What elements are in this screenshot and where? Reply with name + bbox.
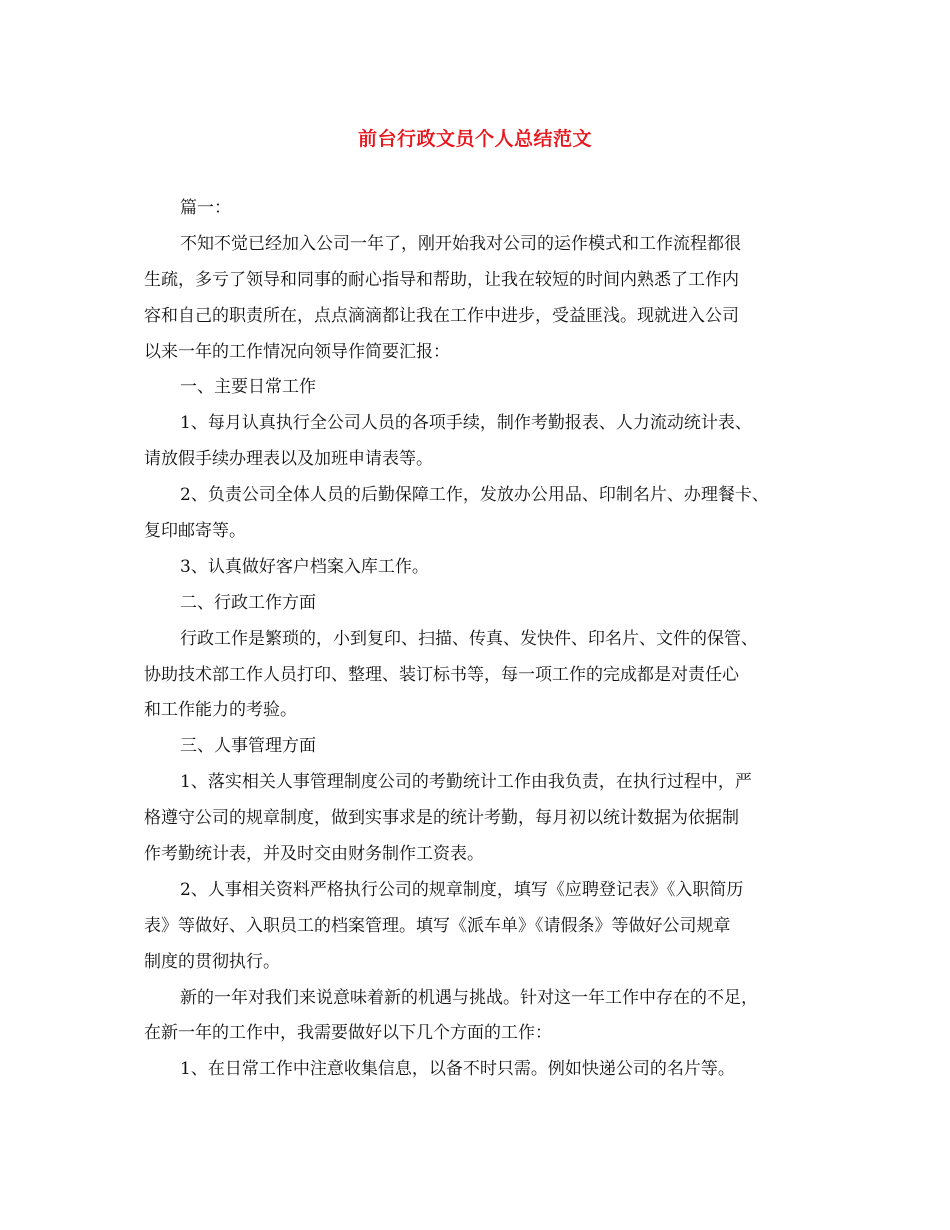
body-line: 请放假手续办理表以及加班申请表等。 (144, 449, 433, 470)
body-line: 行政工作是繁琐的，小到复印、扫描、传真、发快件、印名片、文件的保管、 (180, 628, 758, 649)
body-line: 1、每月认真执行全公司人员的各项手续，制作考勤报表、人力流动统计表、 (180, 413, 752, 434)
body-line: 不知不觉已经加入公司一年了，刚开始我对公司的运作模式和工作流程都很 (180, 233, 741, 254)
body-line: 和工作能力的考验。 (144, 700, 297, 721)
body-line: 1、落实相关人事管理制度公司的考勤统计工作由我负责，在执行过程中，严 (180, 772, 752, 793)
body-line: 篇一： (180, 198, 231, 218)
body-line: 2、负责公司全体人员的后勤保障工作，发放办公用品、印制名片、办理餐卡、 (180, 485, 769, 506)
document-title: 前台行政文员个人总结范文 (357, 128, 592, 150)
body-line: 制度的贯彻执行。 (144, 951, 280, 972)
body-line: 协助技术部工作人员打印、整理、装订标书等，每一项工作的完成都是对责任心 (144, 664, 739, 685)
body-line: 1、在日常工作中注意收集信息，以备不时只需。例如快递公司的名片等。 (180, 1059, 735, 1080)
body-line: 格遵守公司的规章制度，做到实事求是的统计考勤，每月初以统计数据为依据制 (144, 808, 739, 829)
body-line: 在新一年的工作中，我需要做好以下几个方面的工作： (144, 1023, 552, 1044)
body-line: 3、认真做好客户档案入库工作。 (180, 556, 429, 577)
body-line: 表》等做好、入职员工的档案管理。填写《派车单》《请假条》等做好公司规章 (144, 915, 731, 936)
body-line: 容和自己的职责所在，点点滴滴都让我在工作中进步，受益匪浅。现就进入公司 (144, 305, 739, 326)
document-body (144, 191, 824, 1088)
body-line: 三、人事管理方面 (180, 736, 316, 757)
body-line: 作考勤统计表，并及时交由财务制作工资表。 (144, 844, 484, 865)
body-line: 2、人事相关资料严格执行公司的规章制度，填写《应聘登记表》《入职简历 (180, 879, 744, 900)
body-line: 二、行政工作方面 (180, 592, 316, 613)
body-line: 一、主要日常工作 (180, 377, 316, 398)
body-line: 新的一年对我们来说意味着新的机遇与挑战。针对这一年工作中存在的不足， (180, 987, 758, 1008)
body-line: 复印邮寄等。 (144, 521, 246, 542)
body-line: 以来一年的工作情况向领导作简要汇报： (144, 341, 450, 362)
body-line: 生疏，多亏了领导和同事的耐心指导和帮助，让我在较短的时间内熟悉了工作内 (144, 269, 739, 290)
